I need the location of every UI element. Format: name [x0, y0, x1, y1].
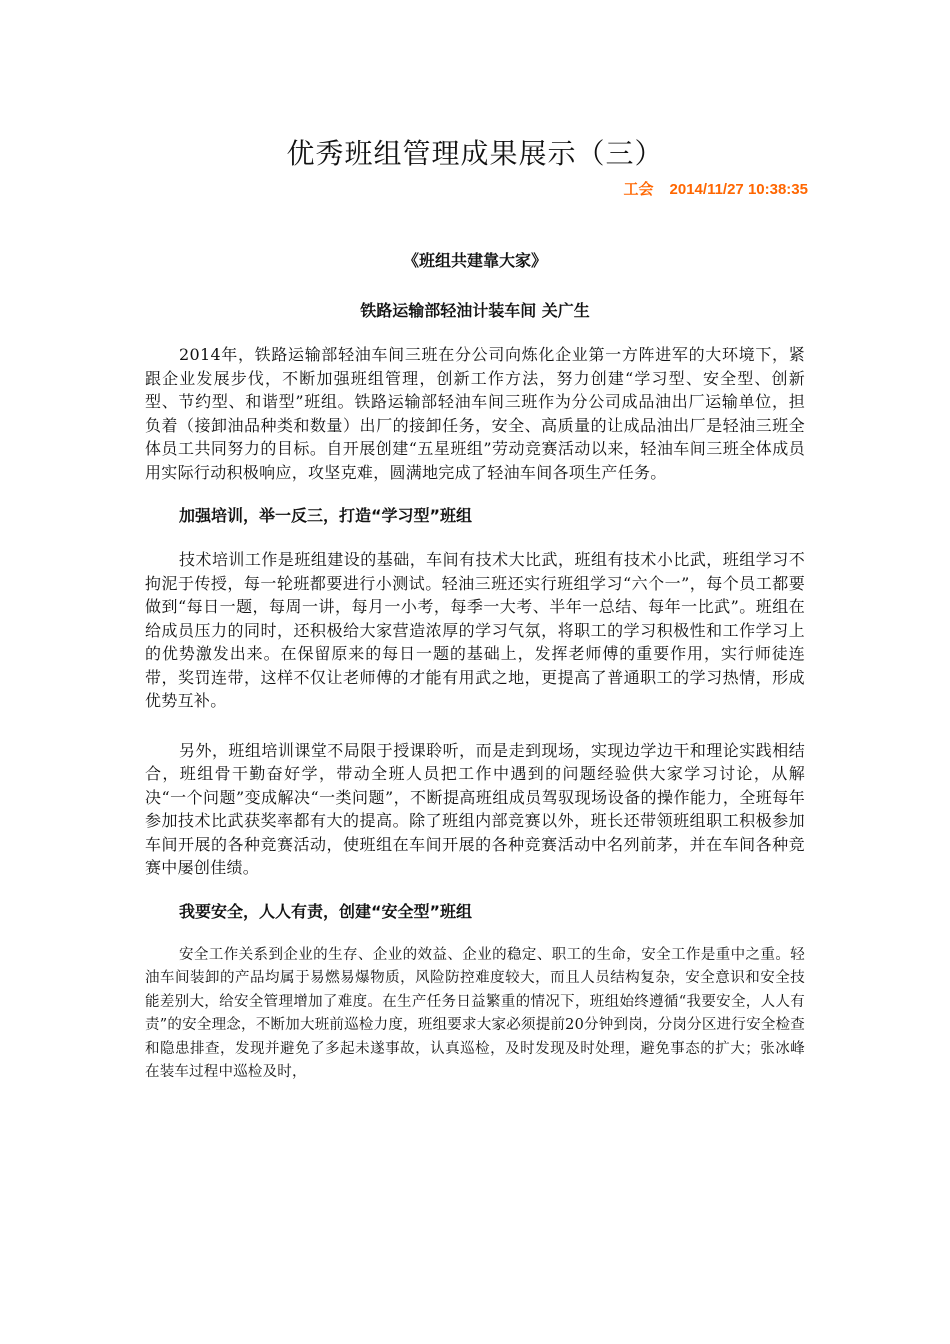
section-heading-safety: 我要安全，人人有责，创建“安全型”班组 [179, 901, 473, 921]
section-safety-paragraph-1: 安全工作关系到企业的生存、企业的效益、企业的稳定、职工的生命，安全工作是重中之重。轻油车间装卸的产品均属于易燃易爆物质，风险防控难度较大，而且人员结构复杂，安全意识和安全技能差别大，给安全管理增加了难度。在生产任务日益繁重的情况下，班组始终遵循“我要安全，人人有责”的安全理念，不断加大班前巡检力度，班组要求大家必须提前20分钟到岗，分岗分区进行安全检查和隐患排查，发现并避免了多起未遂事故，认真巡检，及时发现及时处理，避免事态的扩大；张冰峰在装车过程中巡检及时， [145, 946, 805, 1080]
section-learning-paragraph-2: 另外，班组培训课堂不局限于授课聆听，而是走到现场，实现边学边干和理论实践相结合，班组骨干勤奋好学，带动全班人员把工作中遇到的问题经验供大家学习讨论，从解决“一个问题”变成解决“一类问题”，不断提高班组成员驾驭现场设备的操作能力，全班每年参加技术比武获奖率都有大的提高。除了班组内部竞赛以外，班长还带领班组职工积极参加车间开展的各种竞赛活动，使班组在车间开展的各种竞赛活动中名列前茅，并在车间各种竞赛中屡创佳绩。 [145, 740, 805, 877]
page-title: 优秀班组管理成果展示（三） [286, 137, 664, 170]
article-author: 铁路运输部轻油计装车间 关广生 [360, 301, 590, 320]
article-title: 《班组共建靠大家》 [402, 251, 547, 270]
publish-meta [624, 178, 808, 199]
section-learning-paragraph-1: 技术培训工作是班组建设的基础，车间有技术大比武，班组有技术小比武，班组学习不拘泥于传授，每一轮班都要进行小测试。轻油三班还实行班组学习“六个一”，每个员工都要做到“每日一题，每周一讲，每月一小考，每季一大考、半年一总结、每年一比武”。班组在给成员压力的同时，还积极给大家营造浓厚的学习气氛，将职工的学习积极性和工作学习上的优势激发出来。在保留原来的每日一题的基础上，发挥老师傅的重要作用，实行师徒连带，奖罚连带，这样不仅让老师傅的才能有用武之地，更提高了普通职工的学习热情，形成优势互补。 [145, 550, 805, 710]
section-heading-learning: 加强培训，举一反三，打造“学习型”班组 [179, 506, 473, 525]
department-label: 工会 [623, 181, 654, 198]
article-body [145, 343, 805, 1085]
publish-datetime: 2014/11/27 10:38:35 [669, 181, 808, 198]
intro-paragraph: 2014年，铁路运输部轻油车间三班在分公司向炼化企业第一方阵进军的大环境下，紧跟企业发展步伐，不断加强班组管理，创新工作方法，努力创建“学习型、安全型、创新型、节约型、和谐型”班组。铁路运输部轻油车间三班作为分公司成品油出厂运输单位，担负着（接卸油品种类和数量）出厂的接卸任务，安全、高质量的让成品油出厂是轻油三班全体员工共同努力的目标。自开展创建“五星班组”劳动竞赛活动以来，轻油车间三班全体成员用实际行动积极响应，攻坚克难，圆满地完成了轻油车间各项生产任务。 [145, 345, 805, 482]
